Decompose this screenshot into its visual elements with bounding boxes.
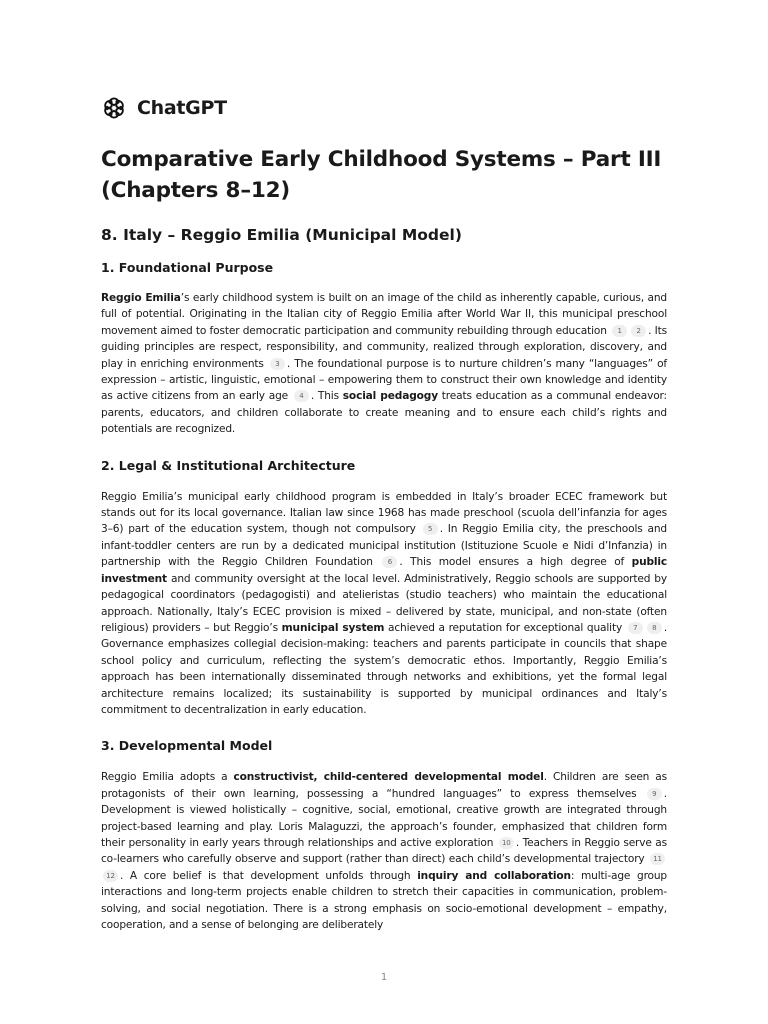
citation-badge[interactable]: 1	[612, 325, 627, 337]
document-page	[101, 94, 667, 933]
citation-badge[interactable]: 9	[647, 788, 662, 800]
section-heading: 2. Legal & Institutional Architecture	[101, 457, 356, 473]
citation-badge[interactable]: 4	[294, 390, 309, 402]
bold-term: Reggio Emilia	[101, 292, 181, 304]
section-paragraph: Reggio Emilia’s municipal early childhood program is embedded in Italy’s broader ECEC framework but stands out for its local governance. Italian law since 1968 has made preschool (scuola dell’infanzia for ages 3–6) part of the education system, though not compulsory 5 . In Reggio Emilia city, the preschools and infant-toddler centers are run by a dedicated municipal institution (Istituzione Scuole e Nidi d’Infanzia) in partnership with the Reggio Children Foundation 6 . This model ensures a high degree of public investment and community oversight at the local level. Administratively, Reggio schools are supported by pedagogical coordinators (pedagogisti) and atelieristas (studio teachers) who maintain the educational approach. Nationally, Italy’s ECEC provision is mixed – delivered by state, municipal, and non-state (often religious) providers – but Reggio’s municipal system achieved a reputation for exceptional quality 7 8 . Governance emphasizes collegial decision-making: teachers and parents participate in councils that shape school policy and curriculum, reflecting the system’s democratic ethos. Importantly, Reggio Emilia’s approach has been internationally disseminated through networks and exhibitions, yet the formal legal architecture remains localized; its sustainability is supported by municipal ordinances and Italy’s commitment to decentralization in early education.	[101, 490, 668, 716]
citation-badge[interactable]: 2	[631, 325, 646, 337]
citation-badge[interactable]: 5	[423, 523, 438, 535]
citation-badge[interactable]: 10	[499, 837, 514, 849]
citation-badge[interactable]: 7	[628, 622, 643, 634]
brand-name: ChatGPT	[137, 97, 227, 119]
page-number: 1	[380, 972, 388, 983]
bold-term: municipal system	[281, 621, 385, 634]
bold-term: inquiry and collaboration	[417, 869, 571, 882]
citation-badge[interactable]: 11	[650, 853, 665, 865]
section-heading: 1. Foundational Purpose	[101, 260, 274, 275]
bold-term: social pedagogy	[342, 390, 438, 403]
openai-logo-icon	[101, 95, 127, 121]
section-paragraph: Reggio Emilia adopts a constructivist, child-centered developmental model. Children are seen as protagonists of their own learning, possessing a “hundred languages” to express themselves 9 . Development is viewed holistically – cognitive, social, emotional, creative growth are integrated through project-based learning and play. Loris Malaguzzi, the approach’s founder, emphasized that children form their personality in early years through relationships and active exploration 10 . Teachers in Reggio serve as co-learners who carefully observe and support (rather than direct) each child’s developmental trajectory 1112 . A core belief is that development unfolds through inquiry and collaboration: multi-age group interactions and long-term projects enable children to stretch their capacities in communication, problem-solving, and social negotiation. There is a strong emphasis on socio-emotional development – empathy, cooperation, and a sense of belonging are deliberately	[101, 771, 668, 931]
bold-term: public investment	[101, 556, 668, 585]
document-title: Comparative Early Childhood Systems – Part III (Chapters 8–12)	[101, 147, 662, 203]
brand-header	[101, 94, 667, 122]
section-heading: 3. Developmental Model	[101, 738, 273, 754]
section-paragraph: Reggio Emilia’s early childhood system is built on an image of the child as inherently capable, curious, and full of potential. Originating in the Italian city of Reggio Emilia after World War II, this municipal preschool movement aimed to foster democratic participation and community rebuilding through education 1 2 . Its guiding principles are respect, responsibility, and community, realized through exploration, discovery, and play in enriching environments 3 . The foundational purpose is to nurture children’s many “languages” of expression – artistic, linguistic, emotional – empowering them to construct their own knowledge and identity as active citizens from an early age 4 . This social pedagogy treats education as a communal endeavor: parents, educators, and children collaborate to create meaning and to ensure each child’s rights and potentials are recognized.	[101, 292, 668, 436]
citation-badge[interactable]: 6	[382, 556, 397, 568]
citation-badge[interactable]: 8	[647, 622, 662, 634]
citation-badge[interactable]: 3	[270, 358, 285, 370]
citation-badge[interactable]: 12	[103, 870, 118, 882]
chapter-heading: 8. Italy – Reggio Emilia (Municipal Model)	[101, 226, 462, 244]
bold-term: constructivist, child-centered developmental model	[233, 771, 544, 784]
